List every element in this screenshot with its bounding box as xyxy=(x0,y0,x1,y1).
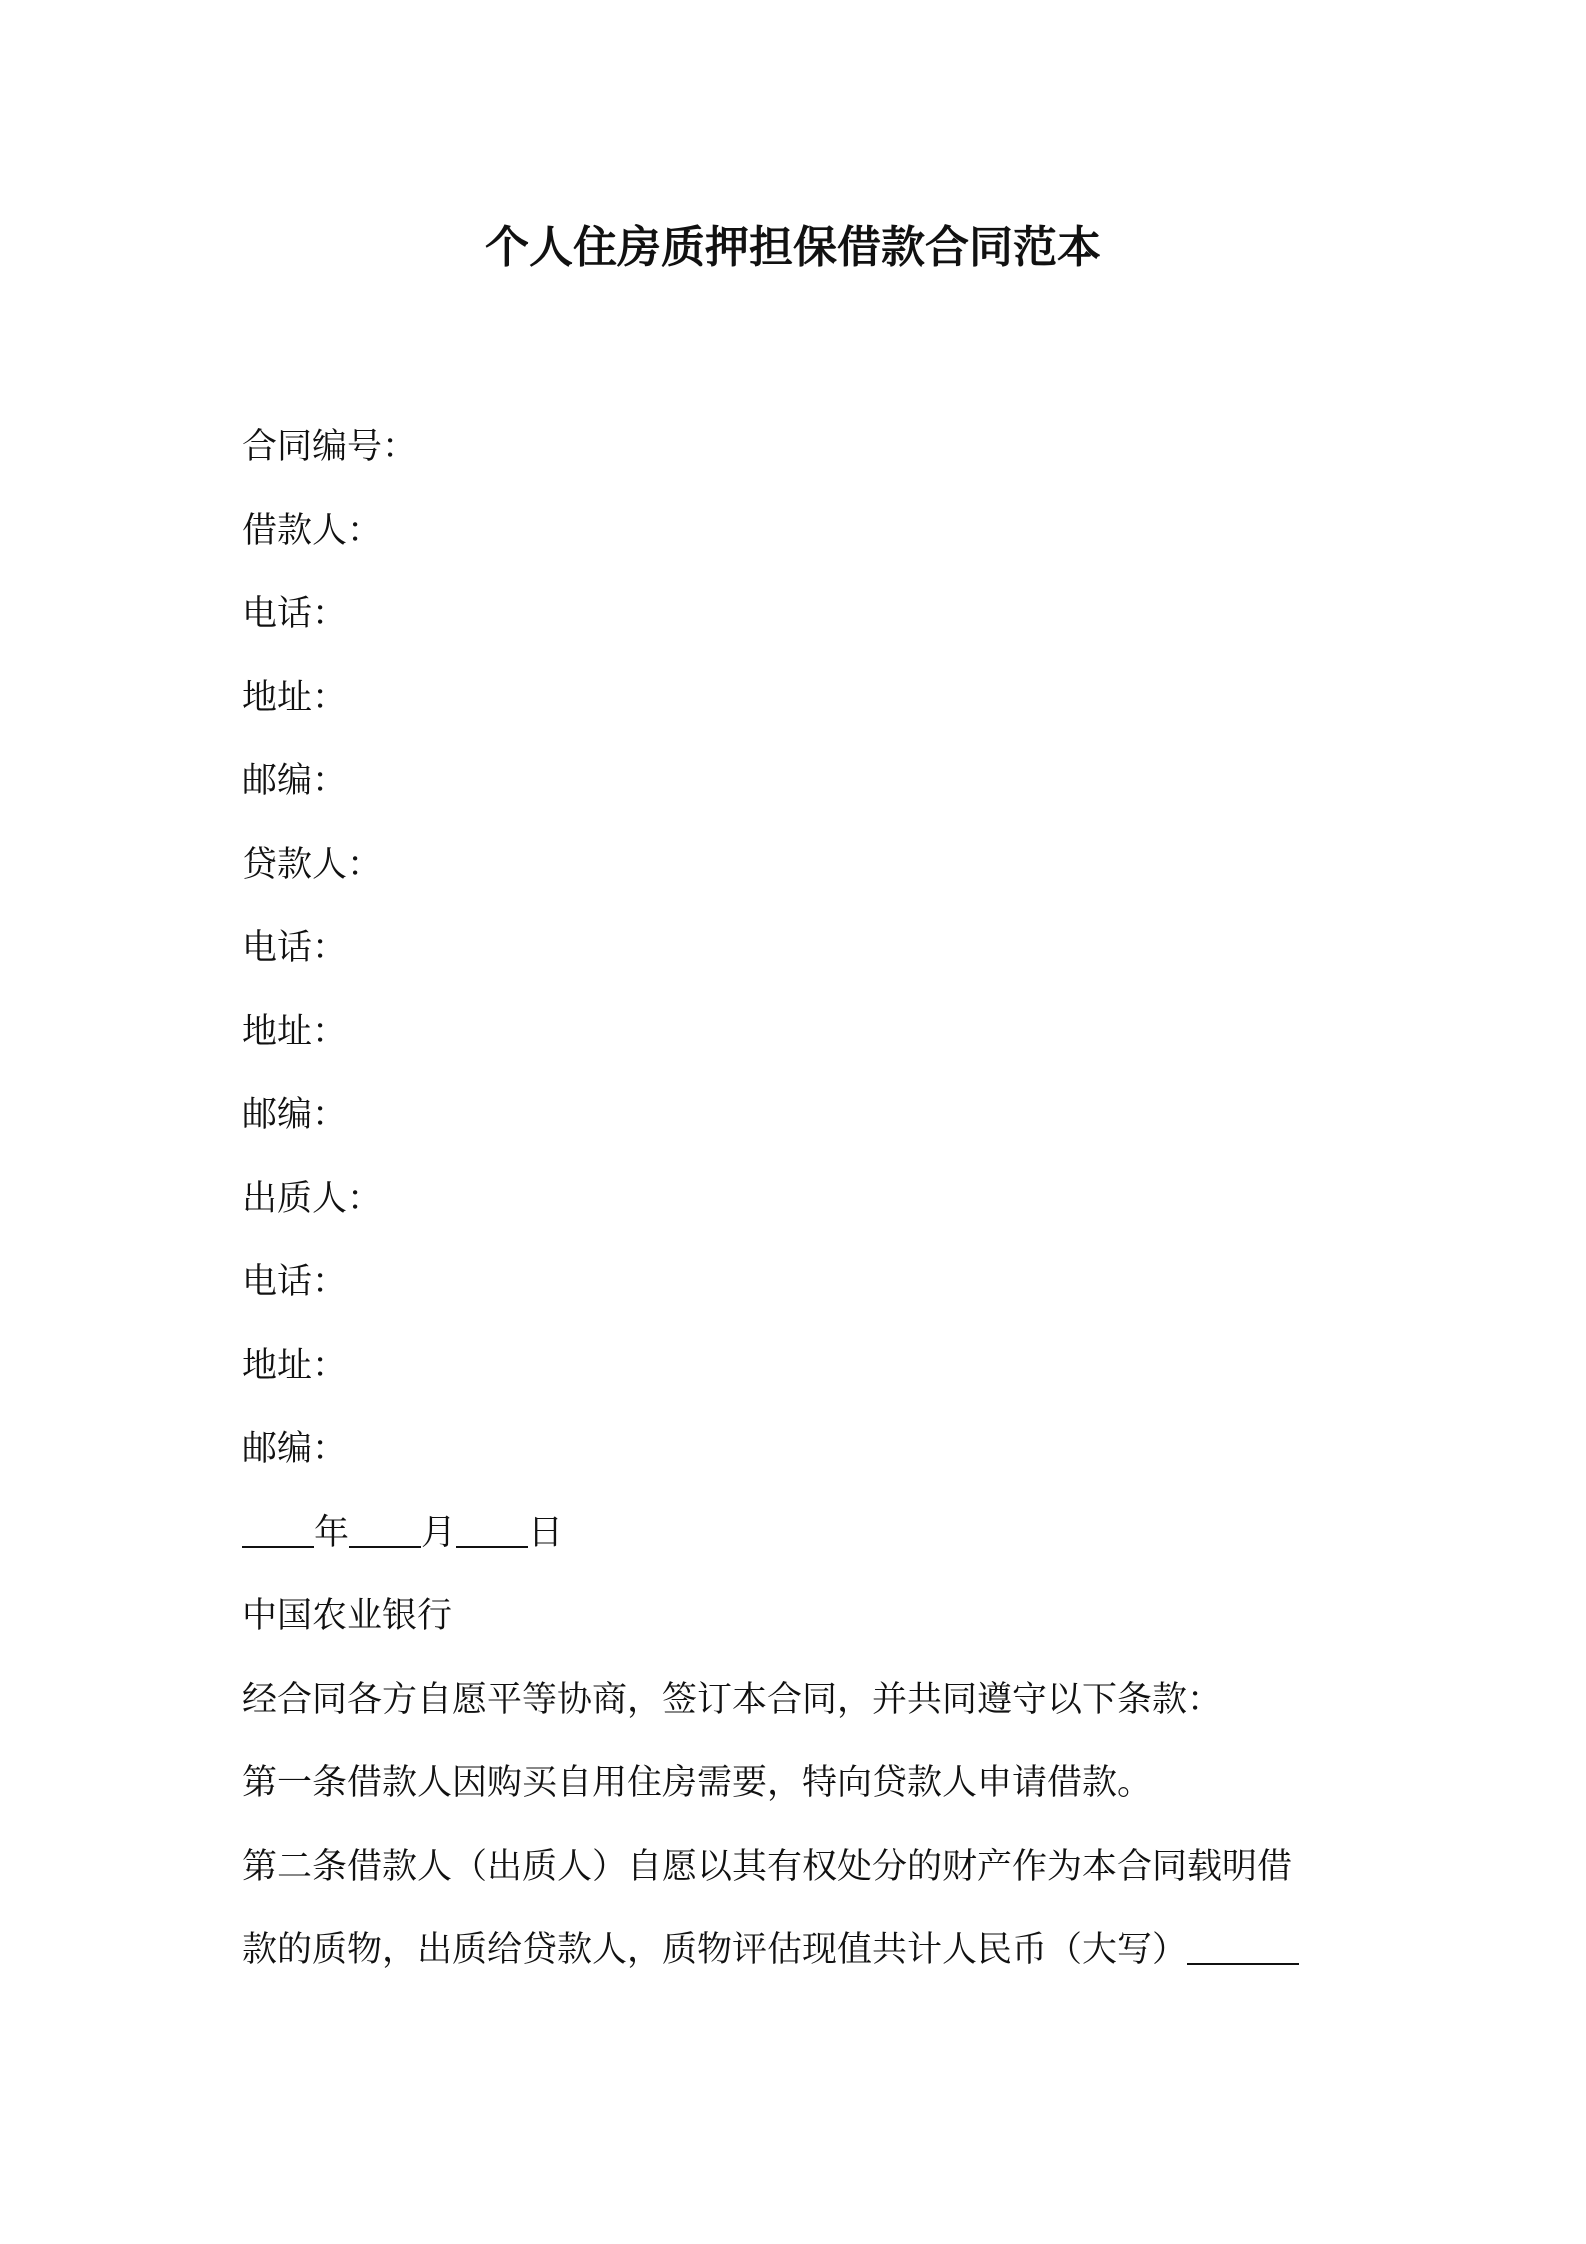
paragraph-article-2-line-2 xyxy=(242,1909,1362,1993)
field-pledgor-postcode: 邮编： xyxy=(242,1429,348,1469)
date-line xyxy=(242,1492,1362,1576)
paragraph-article-2-line-2-text: 款的质物，出质给贷款人，质物评估现值共计人民币（大写） xyxy=(242,1930,1188,1970)
field-borrower-address: 地址： xyxy=(242,677,348,718)
month-label: 月 xyxy=(421,1512,457,1553)
paragraph-article-2-line-1: 第二条借款人（出质人）自愿以其有权处分的财产作为本合同载明借 xyxy=(242,1846,1293,1887)
document-body xyxy=(242,406,1362,1993)
paragraph-article-1: 第一条借款人因购买自用住房需要，特向贷款人申请借款。 xyxy=(242,1763,1153,1803)
field-lender-phone: 电话： xyxy=(242,928,348,968)
field-pledgor-phone: 电话： xyxy=(242,1262,348,1302)
year-blank xyxy=(242,1516,314,1548)
field-lender-postcode: 邮编： xyxy=(242,1095,348,1135)
field-lender-address: 地址： xyxy=(242,1011,348,1052)
field-lender: 贷款人： xyxy=(242,844,383,885)
document-title: 个人住房质押担保借款合同范本 xyxy=(485,222,1101,273)
month-blank xyxy=(349,1516,421,1548)
field-borrower-postcode: 邮编： xyxy=(242,761,348,801)
field-borrower: 借款人： xyxy=(242,510,383,551)
amount-blank xyxy=(1187,1933,1299,1965)
day-blank xyxy=(456,1516,528,1548)
field-borrower-phone: 电话： xyxy=(242,594,348,634)
day-label: 日 xyxy=(528,1512,564,1553)
field-contract-number: 合同编号： xyxy=(242,427,418,467)
bank-name: 中国农业银行 xyxy=(242,1596,453,1636)
field-pledgor: 出质人： xyxy=(242,1178,383,1219)
paragraph-preamble: 经合同各方自愿平等协商，签订本合同，并共同遵守以下条款： xyxy=(242,1679,1223,1720)
year-label: 年 xyxy=(314,1512,350,1553)
field-pledgor-address: 地址： xyxy=(242,1345,348,1386)
